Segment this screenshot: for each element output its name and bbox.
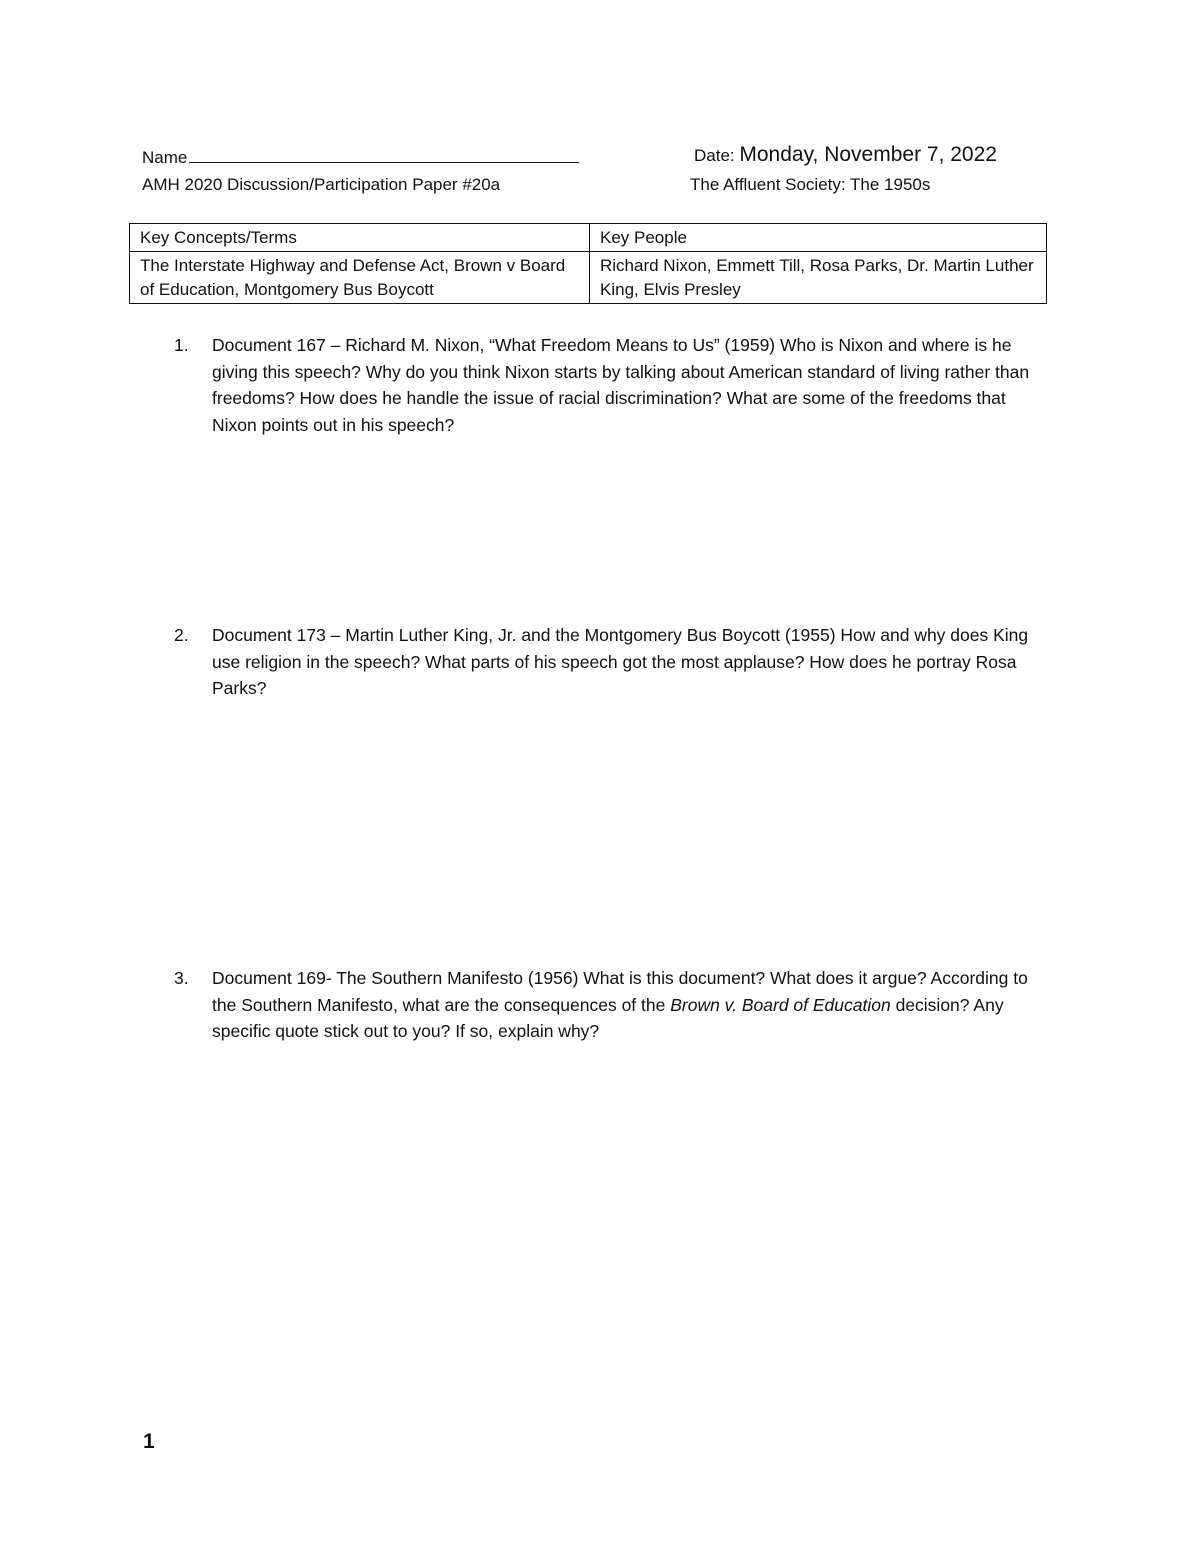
header-key-concepts: Key Concepts/Terms <box>130 224 590 252</box>
question-number: 1. <box>174 335 189 355</box>
table-header-row <box>130 224 1047 252</box>
table-row <box>130 252 1047 304</box>
question-3 <box>168 965 1048 1045</box>
key-concepts-cell: The Interstate Highway and Defense Act, Brown v Board of Education, Montgomery Bus Boycott <box>130 252 590 304</box>
question-text: Document 173 – Martin Luther King, Jr. and the Montgomery Bus Boycott (1955) How and why does King use religion in the speech? What parts of his speech got the most applause? How does he portray Rosa Parks? <box>212 625 1029 698</box>
key-people-cell: Richard Nixon, Emmett Till, Rosa Parks, Dr. Martin Luther King, Elvis Presley <box>590 252 1047 304</box>
case-name-italic: Brown v. Board of Education <box>670 994 891 1015</box>
name-blank-line <box>189 146 579 163</box>
question-text-part: Document 169- The Southern Manifesto (1956) What is this document? What does it argue? According to the Southern Manifesto, what are the consequences of the <box>212 968 1028 1015</box>
date-value: Monday, November 7, 2022 <box>739 143 997 166</box>
question-number: 2. <box>174 625 189 645</box>
date-label: Date: <box>694 146 735 165</box>
question-1 <box>168 332 1048 438</box>
page-number: 1 <box>143 1430 155 1453</box>
question-text: Document 167 – Richard M. Nixon, “What Freedom Means to Us” (1959) Who is Nixon and where is he giving this speech? Why do you think Nixon starts by talking about American standard of living rather than freedoms? How does he handle the issue of racial discrimination? What are some of the freedoms that Nixon points out in his speech? <box>212 335 1030 435</box>
question-text-part: decision? Any specific quote stick out to you? If so, explain why? <box>212 994 1004 1041</box>
course-title: AMH 2020 Discussion/Participation Paper #20a <box>142 175 501 194</box>
header-key-people: Key People <box>590 224 1047 252</box>
name-label: Name <box>142 148 188 167</box>
question-text <box>212 965 1052 1045</box>
question-number: 3. <box>174 968 189 988</box>
name-field <box>142 146 579 169</box>
question-2 <box>168 622 1048 702</box>
topic-title: The Affluent Society: The 1950s <box>690 175 931 194</box>
key-terms-table <box>129 223 1047 304</box>
date-field <box>694 143 997 167</box>
